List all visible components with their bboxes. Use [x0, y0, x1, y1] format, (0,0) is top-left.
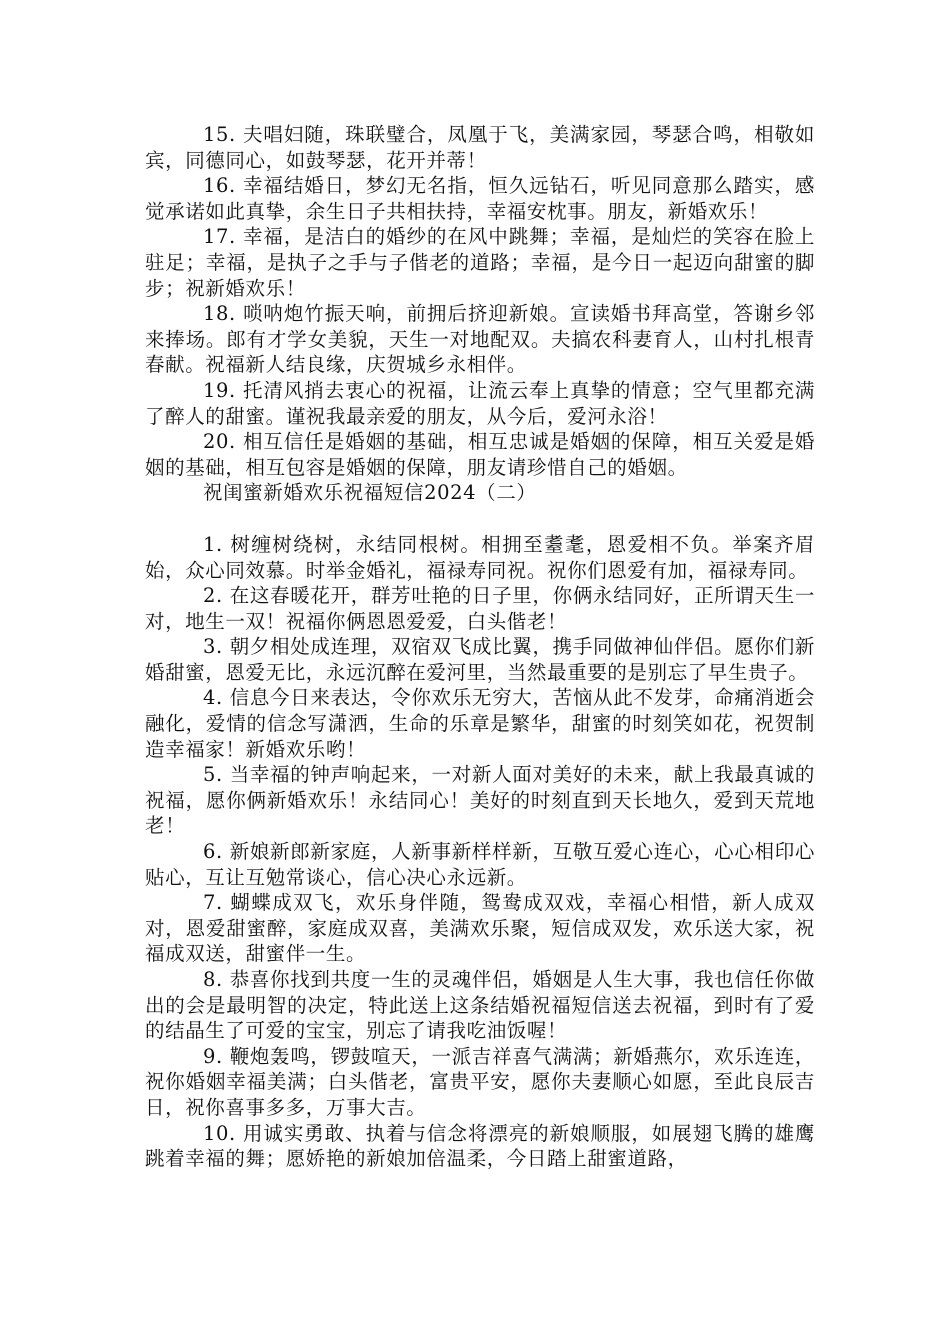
document-body — [145, 122, 815, 1172]
paragraph-item-15: 15. 夫唱妇随，珠联璧合，凤凰于飞，美满家园，琴瑟合鸣，相敬如宾，同德同心，如鼓琴瑟，花开并蒂！ — [145, 123, 815, 172]
paragraph-item-3: 3. 朝夕相处成连理，双宿双飞成比翼，携手同做神仙伴侣。愿你们新婚甜蜜，恩爱无比，永远沉醉在爱河里，当然最重要的是别忘了早生贵子。 — [145, 635, 815, 684]
paragraph-item-4: 4. 信息今日来表达，令你欢乐无穷大，苦恼从此不发芽，命痛消逝会融化，爱情的信念写潇洒，生命的乐章是繁华，甜蜜的时刻笑如花，祝贺制造幸福家！新婚欢乐哟！ — [145, 686, 815, 761]
paragraph-item-20: 20. 相互信任是婚姻的基础，相互忠诚是婚姻的保障，相互关爱是婚姻的基础，相互包容是婚姻的保障，朋友请珍惜自己的婚姻。 — [145, 430, 815, 479]
paragraph-item-8: 8. 恭喜你找到共度一生的灵魂伴侣，婚姻是人生大事，我也信任你做出的会是最明智的决定，特此送上这条结婚祝福短信送去祝福，到时有了爱的结晶生了可爱的宝宝，别忘了请我吃油饭喔！ — [145, 968, 815, 1043]
paragraph-item-6: 6. 新娘新郎新家庭，人新事新样样新，互敬互爱心连心，心心相印心贴心，互让互勉常谈心，信心决心永远新。 — [145, 840, 815, 889]
paragraph-item-9: 9. 鞭炮轰鸣，锣鼓喧天，一派吉祥喜气满满；新婚燕尔，欢乐连连，祝你婚姻幸福美满；白头偕老，富贵平安，愿你夫妻顺心如愿，至此良辰吉日，祝你喜事多多，万事大吉。 — [145, 1044, 815, 1119]
section-spacer — [145, 506, 815, 532]
paragraph-item-5: 5. 当幸福的钟声响起来，一对新人面对美好的未来，献上我最真诚的祝福，愿你俩新婚欢乐！永结同心！美好的时刻直到天长地久，爱到天荒地老！ — [145, 763, 815, 838]
paragraph-item-10: 10. 用诚实勇敢、执着与信念将漂亮的新娘顺服，如展翅飞腾的雄鹰跳着幸福的舞；愿娇艳的新娘加倍温柔，今日踏上甜蜜道路， — [145, 1121, 815, 1171]
paragraph-item-16: 16. 幸福结婚日，梦幻无名指，恒久远钻石，听见同意那么踏实，感觉承诺如此真挚，余生日子共相扶持，幸福安枕事。朋友，新婚欢乐！ — [145, 174, 815, 223]
paragraph-item-18: 18. 唢呐炮竹振天响，前拥后挤迎新娘。宣读婚书拜高堂，答谢乡邻来捧场。郎有才学女美貌，天生一对地配双。夫搞农科妻育人，山村扎根青春献。祝福新人结良缘，庆贺城乡永相伴。 — [145, 302, 815, 377]
paragraph-item-19: 19. 托清风捎去衷心的祝福，让流云奉上真挚的情意；空气里都充满了醉人的甜蜜。谨祝我最亲爱的朋友，从今后，爱河永浴！ — [145, 378, 815, 428]
paragraph-item-17: 17. 幸福，是洁白的婚纱的在风中跳舞；幸福，是灿烂的笑容在脸上驻足；幸福，是执子之手与子偕老的道路；幸福，是今日一起迈向甜蜜的脚步；祝新婚欢乐！ — [145, 225, 815, 300]
section-heading: 祝闺蜜新婚欢乐祝福短信2024（二） — [203, 481, 537, 505]
paragraph-item-7: 7. 蝴蝶成双飞，欢乐身伴随，鸳鸯成双戏，幸福心相惜，新人成双对，恩爱甜蜜醉，家庭成双喜，美满欢乐聚，短信成双发，欢乐送大家，祝福成双送，甜蜜伴一生。 — [145, 891, 815, 966]
paragraph-item-1: 1. 树缠树绕树，永结同根树。相拥至耋耄，恩爱相不负。举案齐眉始，众心同效慕。时举金婚礼，福禄寿同祝。祝你们恩爱有加，福禄寿同。 — [145, 532, 815, 582]
paragraph-item-2: 2. 在这春暖花开，群芳吐艳的日子里，你俩永结同好，正所谓天生一对，地生一双！祝福你俩恩恩爱爱，白头偕老！ — [145, 584, 815, 633]
